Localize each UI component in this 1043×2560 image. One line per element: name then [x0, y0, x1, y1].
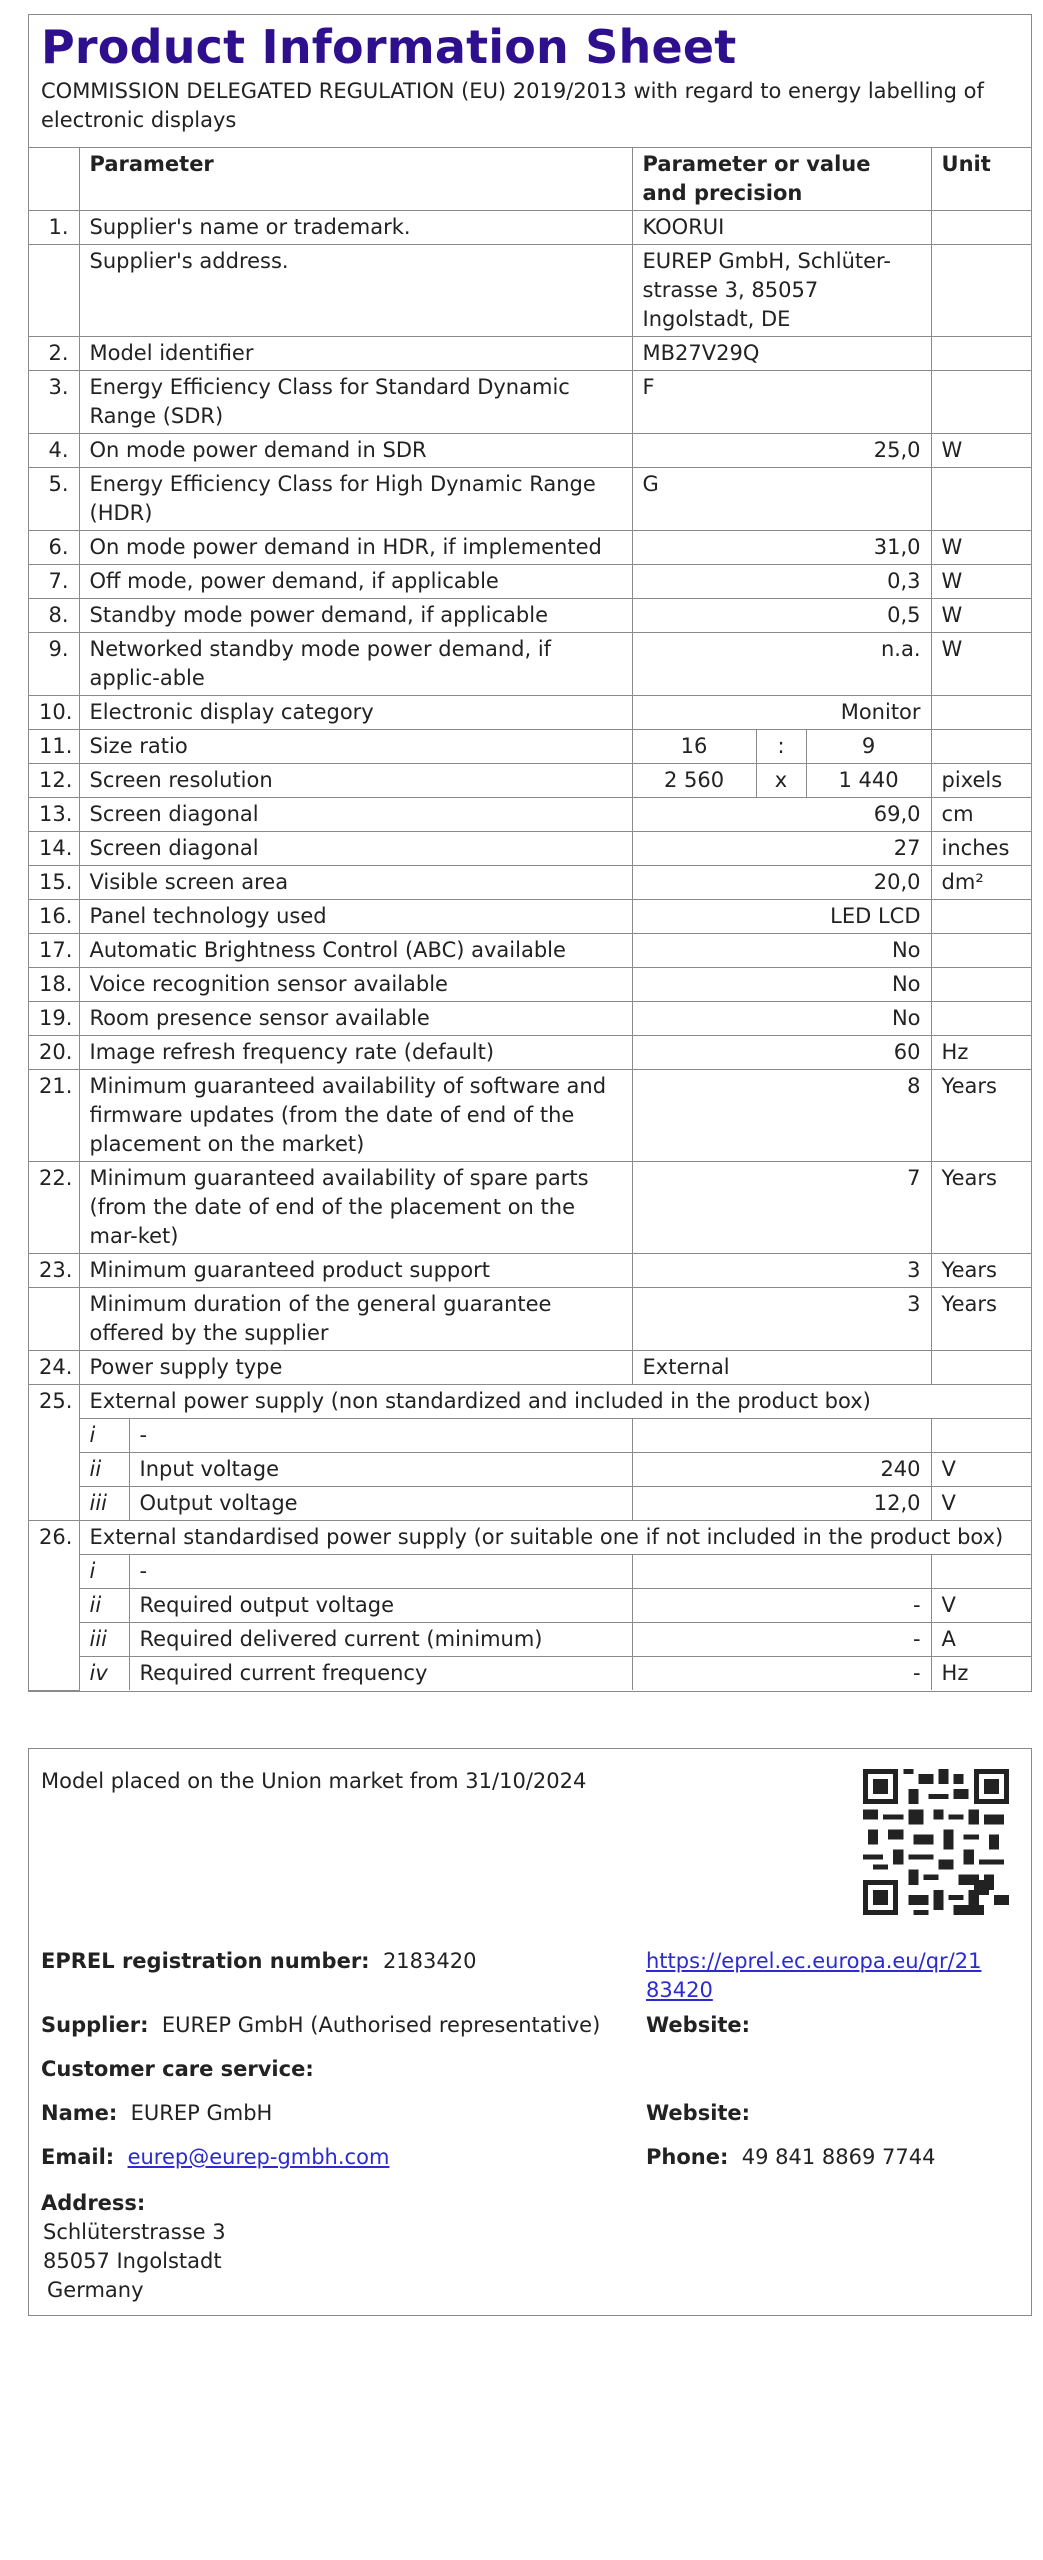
supplier-info-box	[28, 1748, 1032, 2316]
table-subrow	[29, 1419, 1031, 1453]
row-unit	[931, 968, 1031, 1002]
row-value: 0,3	[632, 565, 931, 599]
table-row	[29, 1288, 1031, 1351]
row-label: Image refresh frequency rate (default)	[79, 1036, 632, 1070]
row-number: 6.	[29, 531, 79, 565]
row-unit: Years	[931, 1254, 1031, 1288]
row-label: Power supply type	[79, 1351, 632, 1385]
address-line-1: Schlüterstrasse 3	[43, 2220, 226, 2244]
row-unit	[931, 371, 1031, 434]
subrow-index: iv	[79, 1657, 129, 1691]
row-label: Minimum duration of the general guarantee offered by the supplier	[79, 1288, 632, 1351]
row-number: 21.	[29, 1070, 79, 1162]
website-label-2: Website:	[646, 2101, 751, 2125]
row-label: On mode power demand in HDR, if implemented	[79, 531, 632, 565]
table-subrow	[29, 1453, 1031, 1487]
row-value: Monitor	[632, 696, 931, 730]
row-value: 8	[632, 1070, 931, 1162]
parameter-table	[29, 148, 1031, 1691]
address-label: Address:	[41, 2191, 146, 2215]
header-value: Parameter or value and precision	[632, 148, 931, 211]
row-value: 3	[632, 1288, 931, 1351]
subrow-label: Required current frequency	[129, 1657, 632, 1691]
website-line-2	[646, 2099, 750, 2128]
row-label: Screen resolution	[79, 764, 632, 798]
row-value: 20,0	[632, 866, 931, 900]
table-row	[29, 599, 1031, 633]
row-value: External	[632, 1351, 931, 1385]
row-label: Energy Efficiency Class for Standard Dynamic Range (SDR)	[79, 371, 632, 434]
row-number: 1.	[29, 211, 79, 245]
table-row	[29, 633, 1031, 696]
row-label: Minimum guaranteed product support	[79, 1254, 632, 1288]
row-number: 12.	[29, 764, 79, 798]
subrow-index: iii	[79, 1623, 129, 1657]
subrow-label: -	[129, 1555, 632, 1589]
table-subrow	[29, 1589, 1031, 1623]
row-number	[29, 1288, 79, 1351]
row-number: 16.	[29, 900, 79, 934]
subrow-unit: A	[931, 1623, 1031, 1657]
row-number: 23.	[29, 1254, 79, 1288]
subrow-label: Output voltage	[129, 1487, 632, 1521]
row-unit: W	[931, 599, 1031, 633]
ratio-separator: :	[756, 730, 806, 764]
row-unit	[931, 337, 1031, 371]
name-value: EUREP GmbH	[130, 2101, 273, 2125]
table-row	[29, 730, 1031, 764]
qr-code-icon[interactable]	[863, 1769, 1009, 1915]
header-unit: Unit	[931, 148, 1031, 211]
subrow-label: Required output voltage	[129, 1589, 632, 1623]
row-value: 25,0	[632, 434, 931, 468]
resolution-height: 1 440	[806, 764, 931, 798]
subrow-label: Required delivered current (minimum)	[129, 1623, 632, 1657]
product-information-sheet	[28, 14, 1032, 1692]
table-subrow	[29, 1487, 1031, 1521]
supplier-label: Supplier:	[41, 2013, 149, 2037]
address-block	[41, 2189, 226, 2305]
contact-name-line	[41, 2099, 272, 2128]
table-subrow	[29, 1657, 1031, 1691]
row-value: LED LCD	[632, 900, 931, 934]
row-label: Minimum guaranteed availability of spare parts (from the date of end of the placement on the mar-ket)	[79, 1162, 632, 1254]
row-value: G	[632, 468, 931, 531]
row-label: Off mode, power demand, if applicable	[79, 565, 632, 599]
row-label: Electronic display category	[79, 696, 632, 730]
row-unit	[931, 934, 1031, 968]
subrow-index: ii	[79, 1589, 129, 1623]
subrow-label: -	[129, 1419, 632, 1453]
phone-value: 49 841 8869 7744	[741, 2145, 936, 2169]
page-title: Product Information Sheet	[41, 20, 737, 74]
row-label: On mode power demand in SDR	[79, 434, 632, 468]
table-row	[29, 934, 1031, 968]
table-header-row	[29, 148, 1031, 211]
row-value: 0,5	[632, 599, 931, 633]
row-label: External power supply (non standardized and included in the product box)	[79, 1385, 1031, 1419]
row-unit: inches	[931, 832, 1031, 866]
row-unit	[931, 468, 1031, 531]
subrow-value: 240	[632, 1453, 931, 1487]
row-unit	[931, 245, 1031, 337]
row-unit	[931, 211, 1031, 245]
table-row	[29, 764, 1031, 798]
subrow-unit: V	[931, 1487, 1031, 1521]
subrow-index: ii	[79, 1453, 129, 1487]
email-link[interactable]: eurep@eurep-gmbh.com	[127, 2145, 390, 2169]
row-value: 27	[632, 832, 931, 866]
row-unit: W	[931, 531, 1031, 565]
row-label: Standby mode power demand, if applicable	[79, 599, 632, 633]
row-unit	[931, 1351, 1031, 1385]
table-row	[29, 1521, 1031, 1555]
row-label: Automatic Brightness Control (ABC) available	[79, 934, 632, 968]
row-label: Size ratio	[79, 730, 632, 764]
subrow-unit: V	[931, 1589, 1031, 1623]
ratio-width: 16	[632, 730, 756, 764]
table-row	[29, 1162, 1031, 1254]
row-unit	[931, 696, 1031, 730]
customer-care-heading: Customer care service:	[41, 2057, 314, 2081]
address-line-2: 85057 Ingolstadt	[43, 2249, 222, 2273]
table-row	[29, 565, 1031, 599]
table-subrow	[29, 1623, 1031, 1657]
email-label: Email:	[41, 2145, 115, 2169]
table-row	[29, 866, 1031, 900]
row-value: F	[632, 371, 931, 434]
resolution-width: 2 560	[632, 764, 756, 798]
eprel-url-line-1: https://eprel.ec.europa.eu/qr/21	[646, 1949, 982, 1973]
row-unit: Years	[931, 1070, 1031, 1162]
table-row	[29, 1036, 1031, 1070]
supplier-value: EUREP GmbH (Authorised representative)	[161, 2013, 601, 2037]
row-value: 7	[632, 1162, 931, 1254]
row-unit: dm²	[931, 866, 1031, 900]
subrow-index: i	[79, 1419, 129, 1453]
row-number: 10.	[29, 696, 79, 730]
row-value: No	[632, 934, 931, 968]
row-unit	[931, 1002, 1031, 1036]
row-label: Minimum guaranteed availability of software and firmware updates (from the date of end of the placement on the market)	[79, 1070, 632, 1162]
row-number: 26.	[29, 1521, 79, 1691]
table-row	[29, 371, 1031, 434]
eprel-registration	[41, 1947, 476, 1976]
row-number: 5.	[29, 468, 79, 531]
row-value: 69,0	[632, 798, 931, 832]
row-label: Room presence sensor available	[79, 1002, 632, 1036]
row-number: 25.	[29, 1385, 79, 1521]
row-number: 24.	[29, 1351, 79, 1385]
row-value: 3	[632, 1254, 931, 1288]
table-row	[29, 434, 1031, 468]
address-line-3: Germany	[47, 2278, 144, 2302]
row-number: 9.	[29, 633, 79, 696]
eprel-label: EPREL registration number:	[41, 1949, 370, 1973]
row-unit	[931, 730, 1031, 764]
row-number: 17.	[29, 934, 79, 968]
row-number: 8.	[29, 599, 79, 633]
row-number	[29, 245, 79, 337]
table-row	[29, 798, 1031, 832]
table-row	[29, 1385, 1031, 1419]
row-label: Supplier's address.	[79, 245, 632, 337]
subrow-unit: Hz	[931, 1657, 1031, 1691]
row-unit: W	[931, 565, 1031, 599]
header-parameter: Parameter	[79, 148, 632, 211]
row-number: 19.	[29, 1002, 79, 1036]
row-number: 4.	[29, 434, 79, 468]
website-line	[646, 2011, 750, 2040]
row-number: 18.	[29, 968, 79, 1002]
row-label: Screen diagonal	[79, 832, 632, 866]
row-label: External standardised power supply (or suitable one if not included in the product box)	[79, 1521, 1031, 1555]
row-value: EUREP GmbH, Schlüter-strasse 3, 85057 Ingolstadt, DE	[632, 245, 931, 337]
ratio-height: 9	[806, 730, 931, 764]
table-row	[29, 832, 1031, 866]
row-unit: W	[931, 633, 1031, 696]
table-row	[29, 900, 1031, 934]
row-label: Voice recognition sensor available	[79, 968, 632, 1002]
row-number: 7.	[29, 565, 79, 599]
row-number: 20.	[29, 1036, 79, 1070]
row-number: 3.	[29, 371, 79, 434]
table-row	[29, 245, 1031, 337]
subrow-index: i	[79, 1555, 129, 1589]
table-row	[29, 337, 1031, 371]
row-value: KOORUI	[632, 211, 931, 245]
market-date: Model placed on the Union market from 31/10/2024	[41, 1769, 587, 1793]
name-label: Name:	[41, 2101, 118, 2125]
table-subrow	[29, 1555, 1031, 1589]
row-value: No	[632, 968, 931, 1002]
table-row	[29, 1351, 1031, 1385]
resolution-separator: x	[756, 764, 806, 798]
row-number: 2.	[29, 337, 79, 371]
table-row	[29, 211, 1031, 245]
phone-label: Phone:	[646, 2145, 729, 2169]
table-row	[29, 968, 1031, 1002]
eprel-link[interactable]	[646, 1947, 981, 2005]
row-label: Model identifier	[79, 337, 632, 371]
row-number: 15.	[29, 866, 79, 900]
row-value: n.a.	[632, 633, 931, 696]
table-row	[29, 468, 1031, 531]
table-row	[29, 1070, 1031, 1162]
subrow-value: 12,0	[632, 1487, 931, 1521]
table-row	[29, 696, 1031, 730]
phone-line	[646, 2143, 935, 2172]
subrow-value: -	[632, 1657, 931, 1691]
row-label: Energy Efficiency Class for High Dynamic Range (HDR)	[79, 468, 632, 531]
row-unit: cm	[931, 798, 1031, 832]
row-value: MB27V29Q	[632, 337, 931, 371]
row-label: Panel technology used	[79, 900, 632, 934]
row-unit: W	[931, 434, 1031, 468]
subrow-label: Input voltage	[129, 1453, 632, 1487]
row-value: 60	[632, 1036, 931, 1070]
subrow-index: iii	[79, 1487, 129, 1521]
row-number: 14.	[29, 832, 79, 866]
row-unit: pixels	[931, 764, 1031, 798]
subrow-value: -	[632, 1623, 931, 1657]
row-number: 13.	[29, 798, 79, 832]
row-unit: Years	[931, 1288, 1031, 1351]
row-label: Visible screen area	[79, 866, 632, 900]
row-value: 31,0	[632, 531, 931, 565]
row-unit: Years	[931, 1162, 1031, 1254]
email-line	[41, 2143, 389, 2172]
subrow-unit: V	[931, 1453, 1031, 1487]
table-row	[29, 531, 1031, 565]
row-label: Supplier's name or trademark.	[79, 211, 632, 245]
row-label: Screen diagonal	[79, 798, 632, 832]
row-label: Networked standby mode power demand, if applic-able	[79, 633, 632, 696]
supplier-line	[41, 2011, 600, 2040]
regulation-subtitle: COMMISSION DELEGATED REGULATION (EU) 2019/2013 with regard to energy labelling of electronic displays	[29, 73, 1031, 148]
website-label: Website:	[646, 2013, 751, 2037]
row-unit: Hz	[931, 1036, 1031, 1070]
table-row	[29, 1002, 1031, 1036]
eprel-number: 2183420	[382, 1949, 477, 1973]
subrow-value: -	[632, 1589, 931, 1623]
row-value: No	[632, 1002, 931, 1036]
table-row	[29, 1254, 1031, 1288]
row-number: 22.	[29, 1162, 79, 1254]
eprel-url-line-2: 83420	[646, 1978, 713, 2002]
row-number: 11.	[29, 730, 79, 764]
row-unit	[931, 900, 1031, 934]
